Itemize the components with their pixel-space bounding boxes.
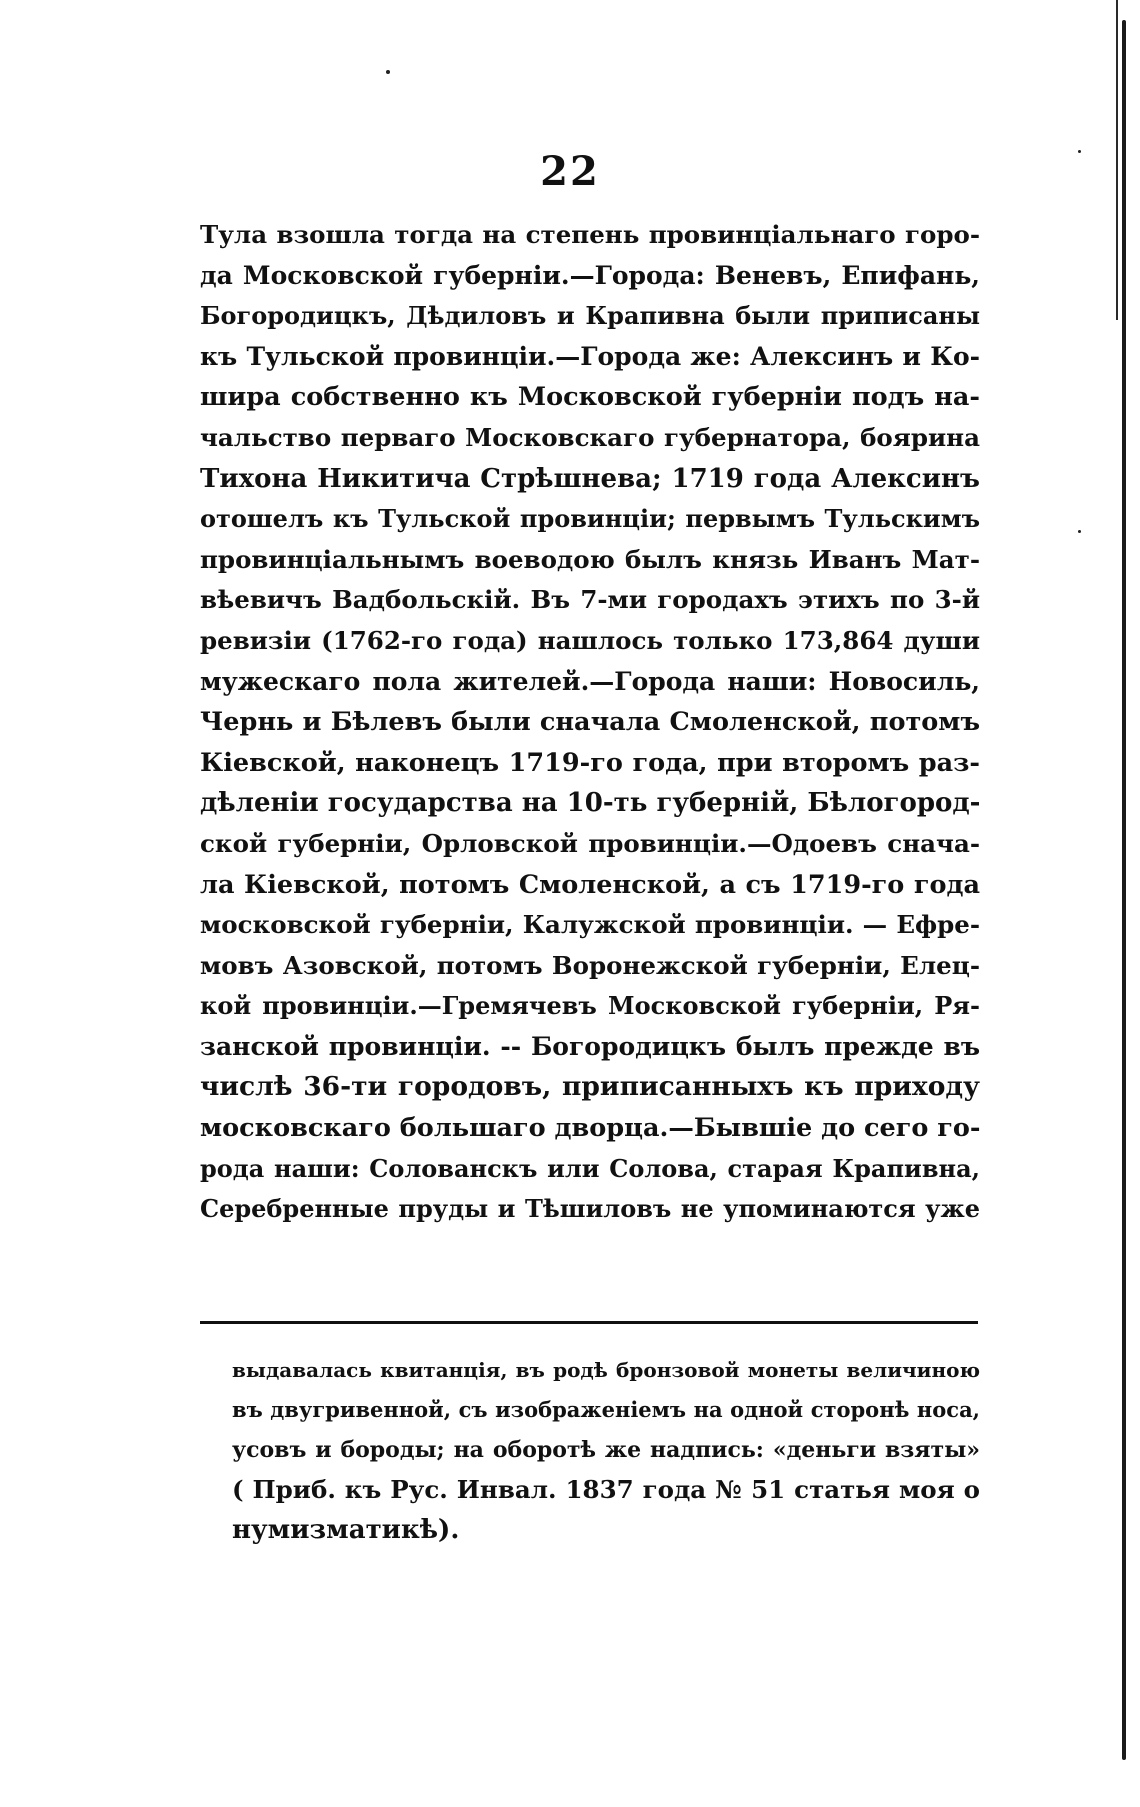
ink-speck (386, 70, 390, 74)
text-line: чальство перваго Московскаго губернатора, боярина (200, 422, 980, 452)
text-line: числѣ 36-ти городовъ, приписанныхъ къ приходу (200, 1071, 980, 1103)
text-line: мовъ Азовской, потомъ Воронежской губерніи, Елец- (200, 950, 980, 980)
text-line: шира собственно къ Московской губерніи подъ на- (200, 382, 980, 413)
text-line: дѣленіи государства на 10-ть губерній, Бѣлогород- (200, 788, 980, 819)
footnote-block (232, 1350, 980, 1550)
ink-speck (1078, 530, 1081, 533)
text-line: московскаго большаго дворца.—Бывшіе до сего го- (200, 1113, 980, 1144)
text-line: ревизіи (1762-го года) нашлось только 173,864 души (200, 625, 980, 655)
text-line: отошелъ къ Тульской провинціи; первымъ Тульскимъ (200, 504, 980, 534)
page-number: 22 (540, 148, 600, 195)
text-line: занской провинціи. -- Богородицкъ былъ прежде въ (200, 1031, 980, 1061)
text-line: Богородицкъ, Дѣдиловъ и Крапивна были приписаны (200, 301, 980, 331)
footnote-line: выдавалась квитанція, въ родѣ бронзовой монеты величиною (232, 1358, 980, 1382)
text-line: ской губерніи, Орловской провинціи.—Одоевъ снача- (200, 828, 980, 858)
text-line: московской губерніи, Калужской провинціи. — Ефре- (200, 910, 980, 940)
text-line: провинціальнымъ воеводою былъ князь Иванъ Мат- (200, 544, 980, 574)
page-edge-shadow (1122, 20, 1126, 1760)
text-line: да Московской губерніи.—Города: Веневъ, Епифань, (200, 260, 980, 290)
text-line: Тула взошла тогда на степень провинціальнаго горо- (200, 220, 980, 249)
footnote-line: въ двугривенной, съ изображеніемъ на одной сторонѣ носа, (232, 1397, 980, 1422)
text-line: Тихона Никитича Стрѣшнева; 1719 года Алексинъ (200, 463, 980, 494)
text-line: Чернь и Бѣлевъ были сначала Смоленской, потомъ (200, 707, 980, 738)
text-line: вѣевичъ Вадбольскій. Въ 7-ми городахъ этихъ по 3-й (200, 585, 980, 615)
footnote-separator (200, 1321, 978, 1324)
text-line: кой провинціи.—Гремячевъ Московской губерніи, Ря- (200, 991, 980, 1021)
text-line: ла Кіевской, потомъ Смоленской, а съ 1719-го года (200, 869, 980, 900)
footnote-line: ( Приб. къ Рус. Инвал. 1837 года № 51 статья моя о (232, 1475, 980, 1504)
footnote-line: усовъ и бороды; на оборотѣ же надпись: «деньги взяты» (232, 1437, 980, 1463)
main-text-block (200, 215, 980, 1230)
text-line: къ Тульской провинціи.—Города же: Алексинъ и Ко- (200, 341, 980, 371)
footnote-line: нумизматикѣ). (232, 1515, 460, 1545)
text-line: Кіевской, наконецъ 1719-го года, при второмъ раз- (200, 747, 980, 778)
text-line: Серебренные пруды и Тѣшиловъ не упоминаются уже (200, 1194, 980, 1224)
text-line: рода наши: Солованскъ или Солова, старая Крапивна, (200, 1153, 980, 1183)
text-line: мужескаго пола жителей.—Города наши: Новосиль, (200, 666, 980, 696)
